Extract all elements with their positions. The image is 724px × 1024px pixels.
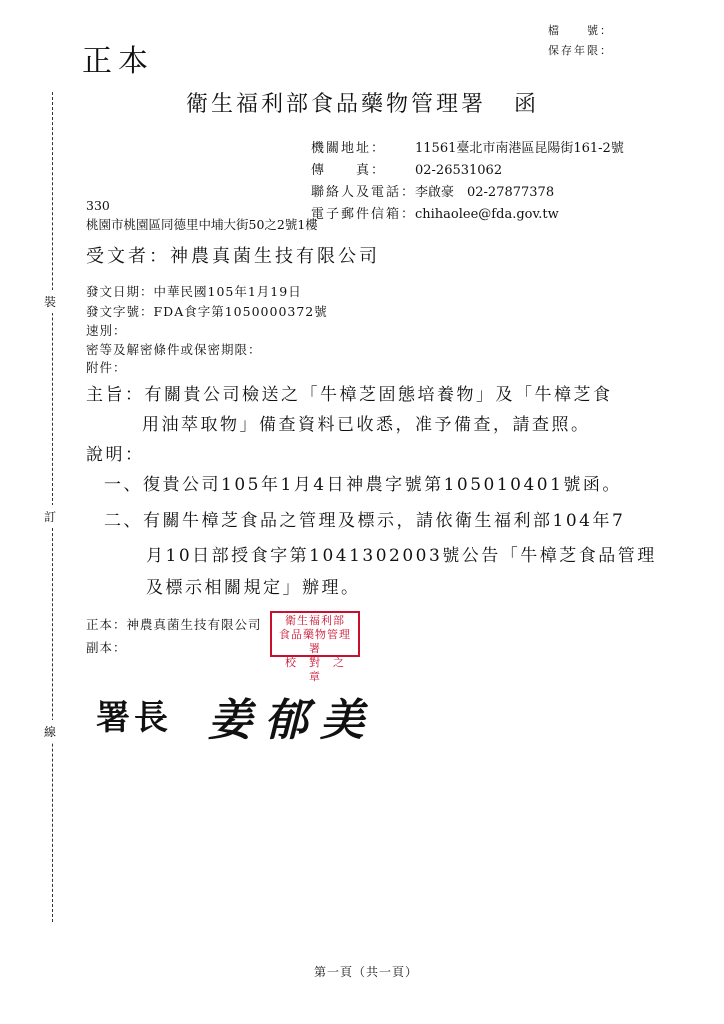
page-number: 第一頁（共一頁） xyxy=(314,965,419,979)
contact-value: 李啟豪 02-27877378 xyxy=(415,185,555,200)
subject-label: 主旨： xyxy=(86,385,145,405)
signature-title: 署長 xyxy=(96,698,172,738)
binding-mark: 線 xyxy=(44,720,56,743)
binding-mark: 裝 xyxy=(44,290,56,313)
contact-label: 機關地址： xyxy=(311,141,387,156)
postal-code: 330 xyxy=(86,198,110,213)
contact-value: chihaolee@fda.gov.tw xyxy=(415,207,559,222)
contact-row xyxy=(311,137,624,156)
explanation-item-2-cont: 及標示相關規定」辦理。 xyxy=(146,578,361,598)
seal-line: 校 對 之 章 xyxy=(285,656,357,683)
seal-line: 食品藥物管理署 xyxy=(279,628,351,655)
contact-label: 傳 真： xyxy=(311,163,387,178)
document-title xyxy=(186,87,539,118)
security-level: 密等及解密條件或保密期限： xyxy=(86,342,262,357)
recipient-name: 神農真菌生技有限公司 xyxy=(170,246,380,267)
signature-name: 姜郁美 xyxy=(208,695,376,746)
urgency: 速別： xyxy=(86,323,127,338)
contact-label: 聯絡人及電話： xyxy=(311,185,417,200)
subject-line-2: 用油萃取物」備查資料已收悉，准予備查，請查照。 xyxy=(142,415,591,435)
binding-mark: 訂 xyxy=(44,505,56,528)
attachments: 附件： xyxy=(86,360,127,375)
retention-label: 保存年限： xyxy=(548,44,613,57)
contact-value: 02-26531062 xyxy=(415,163,503,178)
explanation-label: 說明： xyxy=(86,445,145,465)
recipient xyxy=(86,242,380,268)
recipient-label: 受文者： xyxy=(86,246,170,267)
contact-row xyxy=(311,203,559,222)
copy-label: 正本 xyxy=(82,44,154,79)
explanation-item-1: 一、復貴公司105年1月4日神農字號第105010401號函。 xyxy=(104,475,622,495)
contact-label: 電子郵件信箱： xyxy=(311,207,417,222)
contact-row xyxy=(311,181,554,200)
subject-text: 有關貴公司檢送之「牛樟芝固態培養物」及「牛樟芝食 xyxy=(144,385,613,405)
original-recipient: 正本：神農真菌生技有限公司 xyxy=(86,617,262,632)
proofreading-seal xyxy=(270,611,360,683)
document-number: 發文字號：FDA食字第1050000372號 xyxy=(86,304,328,319)
issue-date: 發文日期：中華民國105年1月19日 xyxy=(86,284,302,299)
document-type: 函 xyxy=(514,92,540,117)
recipient-address: 桃園市桃園區同德里中埔大街50之2號1樓 xyxy=(86,217,318,232)
file-number-label: 檔 號： xyxy=(548,24,613,37)
subject-line-1 xyxy=(86,380,613,405)
explanation-item-2-cont: 月10日部授食字第1041302003號公告「牛樟芝食品管理 xyxy=(146,546,657,566)
explanation-item-2: 二、有關牛樟芝食品之管理及標示，請依衛生福利部104年7 xyxy=(104,511,626,531)
agency-name: 衛生福利部食品藥物管理署 xyxy=(186,92,487,117)
contact-row xyxy=(311,159,502,178)
contact-value: 11561臺北市南港區昆陽街161-2號 xyxy=(415,141,624,156)
seal-line: 衛生福利部 xyxy=(285,614,345,627)
copy-recipient: 副本： xyxy=(86,640,127,655)
